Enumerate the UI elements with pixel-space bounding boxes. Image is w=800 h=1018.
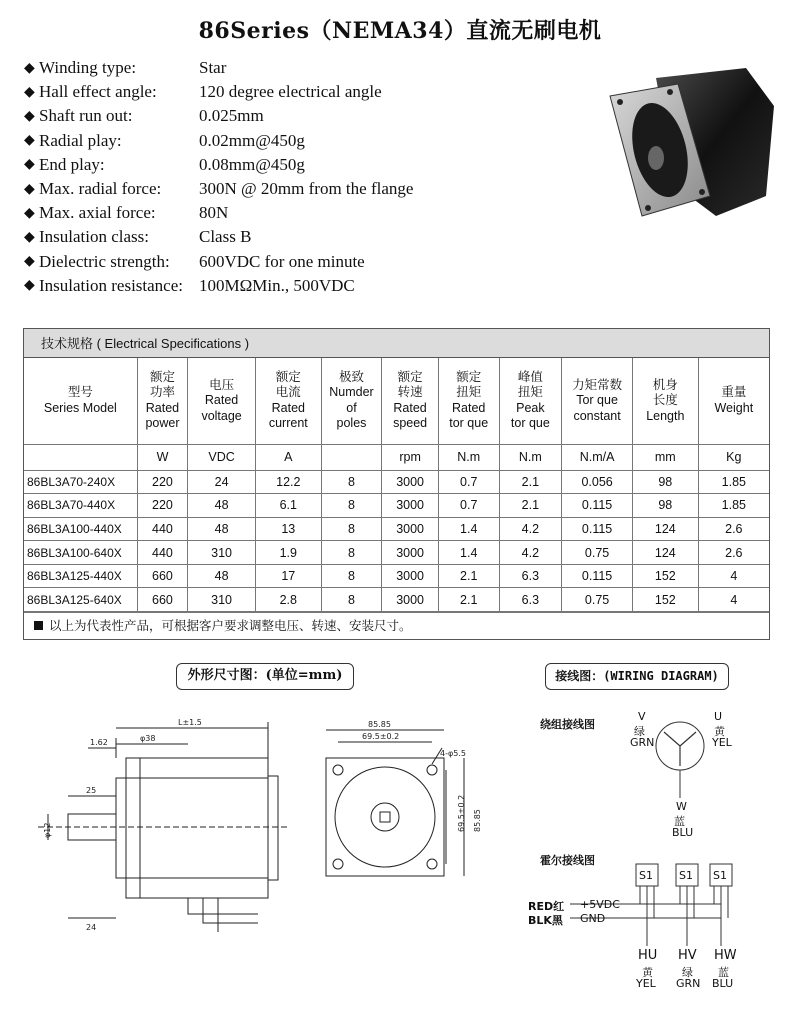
hall-title: 霍尔接线图 (540, 854, 595, 867)
col-header-power: 额定 功率 Rated power (137, 358, 188, 444)
spec-label: Insulation class: (39, 227, 150, 247)
table-cell: 98 (632, 494, 698, 518)
unit-cell: mm (632, 444, 698, 470)
table-cell: 2.1 (438, 588, 499, 612)
col-header-torque-constant: 力矩常数 Tor que constant (562, 358, 633, 444)
table-cell: 660 (137, 588, 188, 612)
spec-label: End play: (39, 154, 105, 174)
table-cell: 8 (321, 470, 382, 494)
dim-length-label: L±1.5 (178, 718, 202, 727)
table-cell: 8 (321, 588, 382, 612)
spec-row (24, 201, 584, 225)
unit-cell: rpm (382, 444, 439, 470)
table-row (24, 494, 769, 518)
electrical-spec-table (23, 328, 770, 640)
bullet-diamond-icon: ◆ (24, 278, 35, 294)
table-cell: 3000 (382, 541, 439, 565)
hall-hv-code: GRN (676, 977, 701, 990)
model-cell: 86BL3A125-640X (24, 588, 137, 612)
wiring-diagram (520, 706, 780, 1006)
drawing-hole (427, 859, 437, 869)
dim-bolt-label: 69.5±0.2 (362, 732, 400, 741)
spec-label: Hall effect angle: (39, 82, 157, 102)
black-wire-label: BLK黑 (528, 914, 563, 927)
spec-value: 80N (199, 203, 229, 223)
table-cell: 4.2 (499, 517, 562, 541)
model-cell: 86BL3A70-440X (24, 494, 137, 518)
table-cell: 24 (188, 470, 256, 494)
spec-row (24, 56, 584, 80)
dim-holes-label: 4-φ5.5 (440, 749, 466, 758)
table-header-row (24, 358, 769, 444)
motor-photo (606, 66, 776, 226)
spec-row (24, 177, 584, 201)
phase-v-en: V (638, 710, 646, 723)
unit-cell (321, 444, 382, 470)
table-cell: 8 (321, 541, 382, 565)
wiring-section-title: 接线图：(WIRING DIAGRAM) (545, 663, 729, 690)
drawing-flange-face (326, 758, 444, 876)
spec-label: Insulation resistance: (39, 275, 183, 295)
bullet-diamond-icon: ◆ (24, 60, 35, 76)
hall-sensor-label: S1 (639, 869, 653, 882)
phase-v-code: GRN (630, 736, 655, 749)
phase-v-cn: 绿 (634, 725, 645, 738)
drawing-endcap (268, 776, 278, 880)
table-note (24, 612, 769, 639)
hall-hw-en: HW (714, 948, 737, 963)
col-header-poles: 极致 Numder of poles (321, 358, 382, 444)
mount-hole (667, 89, 673, 95)
spec-label: Winding type: (39, 58, 137, 78)
unit-cell: N.m (438, 444, 499, 470)
dim-square-label: 85.85 (368, 720, 391, 729)
table-cell: 3000 (382, 588, 439, 612)
col-header-weight: 重量 Weight (698, 358, 769, 444)
table-cell: 152 (632, 564, 698, 588)
unit-cell: A (255, 444, 321, 470)
dim-square-v-label: 85.85 (473, 809, 482, 832)
table-cell: 1.4 (438, 541, 499, 565)
black-wire-value: GND (580, 912, 606, 925)
model-cell: 86BL3A125-440X (24, 564, 137, 588)
table-cell: 3000 (382, 494, 439, 518)
table-cell: 124 (632, 517, 698, 541)
model-cell: 86BL3A100-640X (24, 541, 137, 565)
table-cell: 3000 (382, 517, 439, 541)
spec-row (24, 225, 584, 249)
spec-value: Class B (199, 227, 252, 247)
red-wire-label: RED红 (528, 900, 565, 913)
table-cell: 0.75 (562, 588, 633, 612)
table-cell: 12.2 (255, 470, 321, 494)
col-header-rated-torque: 额定 扭矩 Rated tor que (438, 358, 499, 444)
table-cell: 0.7 (438, 494, 499, 518)
table-cell: 2.1 (438, 564, 499, 588)
table-cell: 13 (255, 517, 321, 541)
phase-u-code: YEL (712, 736, 732, 749)
unit-cell: N.m/A (562, 444, 633, 470)
phase-w-cn: 蓝 (674, 815, 685, 828)
unit-cell: W (137, 444, 188, 470)
red-wire-value: +5VDC (580, 898, 620, 911)
model-cell: 86BL3A70-240X (24, 470, 137, 494)
table-cell: 0.056 (562, 470, 633, 494)
col-header-length: 机身 长度 Length (632, 358, 698, 444)
table-cell: 4 (698, 564, 769, 588)
table-cell: 124 (632, 541, 698, 565)
unit-cell: Kg (698, 444, 769, 470)
phase-u-cn: 黄 (714, 725, 725, 738)
hall-hu-en: HU (638, 948, 658, 963)
spec-value: 600VDC for one minute (199, 251, 365, 271)
spec-label: Radial play: (39, 130, 122, 150)
spec-label: Max. axial force: (39, 203, 156, 223)
spec-row (24, 250, 584, 274)
hall-sensor-label: S1 (679, 869, 693, 882)
table-row (24, 470, 769, 494)
hall-hv-cn: 绿 (682, 966, 693, 979)
table-cell: 8 (321, 564, 382, 588)
mount-hole (645, 205, 651, 211)
mount-hole (699, 189, 705, 195)
table-cell: 2.6 (698, 517, 769, 541)
table-cell: 0.115 (562, 517, 633, 541)
hall-hw-code: BLU (712, 977, 734, 990)
spec-value: 100MΩMin., 500VDC (199, 275, 355, 295)
dimension-section-title: 外形尺寸图：(单位=mm) (176, 663, 354, 690)
spec-value: 120 degree electrical angle (199, 82, 382, 102)
col-header-model: 型号 Series Model (24, 358, 137, 444)
drawing-face-circle (335, 767, 435, 867)
spec-list (24, 56, 584, 298)
hall-hu-cn: 黄 (642, 966, 653, 979)
drawing-hole (333, 765, 343, 775)
spec-value: 0.025mm (199, 106, 264, 126)
phase-u-en: U (714, 710, 723, 723)
motor-shaft (648, 146, 664, 170)
phase-w-en: W (676, 800, 687, 813)
dim-shaft-label: φ12 (43, 822, 52, 838)
spec-label: Shaft run out: (39, 106, 133, 126)
bullet-diamond-icon: ◆ (24, 229, 35, 245)
hall-hv-en: HV (678, 948, 697, 963)
table-row (24, 517, 769, 541)
table-cell: 1.85 (698, 494, 769, 518)
bullet-diamond-icon: ◆ (24, 181, 35, 197)
table-units-row (24, 444, 769, 470)
drawing-pilot-circle (371, 803, 399, 831)
phase-w-code: BLU (672, 826, 694, 839)
table-cell: 1.85 (698, 470, 769, 494)
spec-value: 300N @ 20mm from the flange (199, 179, 414, 199)
table-caption: 技术规格 ( Electrical Specifications ) (24, 329, 769, 358)
bullet-diamond-icon: ◆ (24, 133, 35, 149)
bullet-diamond-icon: ◆ (24, 108, 35, 124)
hall-sensor-label: S1 (713, 869, 727, 882)
table-cell: 660 (137, 564, 188, 588)
spec-value: 0.08mm@450g (199, 154, 305, 174)
col-header-speed: 额定 转速 Rated speed (382, 358, 439, 444)
spec-value: Star (199, 58, 227, 78)
spec-row (24, 104, 584, 128)
drawing-hole (333, 859, 343, 869)
bullet-diamond-icon: ◆ (24, 254, 35, 270)
table-cell: 8 (321, 517, 382, 541)
unit-cell: N.m (499, 444, 562, 470)
table-cell: 6.1 (255, 494, 321, 518)
table-cell: 6.3 (499, 588, 562, 612)
spec-row (24, 129, 584, 153)
page-title: 86Series（NEMA34）直流无刷电机 (198, 18, 602, 44)
model-cell: 86BL3A100-440X (24, 517, 137, 541)
hall-hu-code: YEL (636, 977, 656, 990)
table-cell: 48 (188, 564, 256, 588)
table-cell: 6.3 (499, 564, 562, 588)
square-bullet-icon (34, 621, 43, 630)
drawing-pilot (116, 778, 126, 878)
table-cell: 3000 (382, 470, 439, 494)
table-cell: 98 (632, 470, 698, 494)
hall-hw-cn: 蓝 (718, 966, 729, 979)
spec-label: Max. radial force: (39, 179, 162, 199)
mount-hole (617, 99, 623, 105)
bullet-diamond-icon: ◆ (24, 205, 35, 221)
table-cell: 0.75 (562, 541, 633, 565)
unit-cell: VDC (188, 444, 256, 470)
table-cell: 2.1 (499, 470, 562, 494)
drawing-shaft-end (380, 812, 390, 822)
drawing-leads (188, 898, 258, 932)
col-header-voltage: 电压 Rated voltage (188, 358, 256, 444)
table-cell: 440 (137, 517, 188, 541)
table-cell: 220 (137, 494, 188, 518)
spec-label: Dielectric strength: (39, 251, 170, 271)
dim-25-label: 25 (86, 786, 97, 795)
table-cell: 1.4 (438, 517, 499, 541)
table-cell: 440 (137, 541, 188, 565)
table-row (24, 564, 769, 588)
table-cell: 2.8 (255, 588, 321, 612)
dim-162-label: 1.62 (90, 738, 108, 747)
dim-bolt-v-label: 69.5±0.2 (457, 794, 466, 832)
unit-cell (24, 444, 137, 470)
table-cell: 17 (255, 564, 321, 588)
winding-title: 绕组接线图 (540, 718, 595, 731)
table-cell: 0.115 (562, 564, 633, 588)
drawing-hole (427, 765, 437, 775)
dim-d38-label: φ38 (140, 734, 156, 743)
bullet-diamond-icon: ◆ (24, 157, 35, 173)
table-cell: 2.6 (698, 541, 769, 565)
table-row (24, 541, 769, 565)
table-cell: 4.2 (499, 541, 562, 565)
table-cell: 48 (188, 494, 256, 518)
table-note-text: 以上为代表性产品，可根据客户要求调整电压、转速、安装尺寸。 (49, 619, 412, 634)
table-cell: 8 (321, 494, 382, 518)
table-cell: 310 (188, 541, 256, 565)
dim-24-label: 24 (86, 923, 97, 932)
spec-row (24, 80, 584, 104)
dimension-drawing (28, 718, 482, 958)
spec-value: 0.02mm@450g (199, 130, 305, 150)
drawing-body (126, 758, 268, 898)
table-cell: 0.7 (438, 470, 499, 494)
table-cell: 48 (188, 517, 256, 541)
col-header-peak-torque: 峰值 扭矩 Peak tor que (499, 358, 562, 444)
table-cell: 1.9 (255, 541, 321, 565)
table-row (24, 588, 769, 612)
table-cell: 2.1 (499, 494, 562, 518)
spec-row (24, 274, 584, 298)
spec-row (24, 153, 584, 177)
table-cell: 310 (188, 588, 256, 612)
table-cell: 220 (137, 470, 188, 494)
bullet-diamond-icon: ◆ (24, 84, 35, 100)
table-cell: 3000 (382, 564, 439, 588)
table-cell: 4 (698, 588, 769, 612)
col-header-current: 额定 电流 Rated current (255, 358, 321, 444)
table-cell: 152 (632, 588, 698, 612)
table-cell: 0.115 (562, 494, 633, 518)
